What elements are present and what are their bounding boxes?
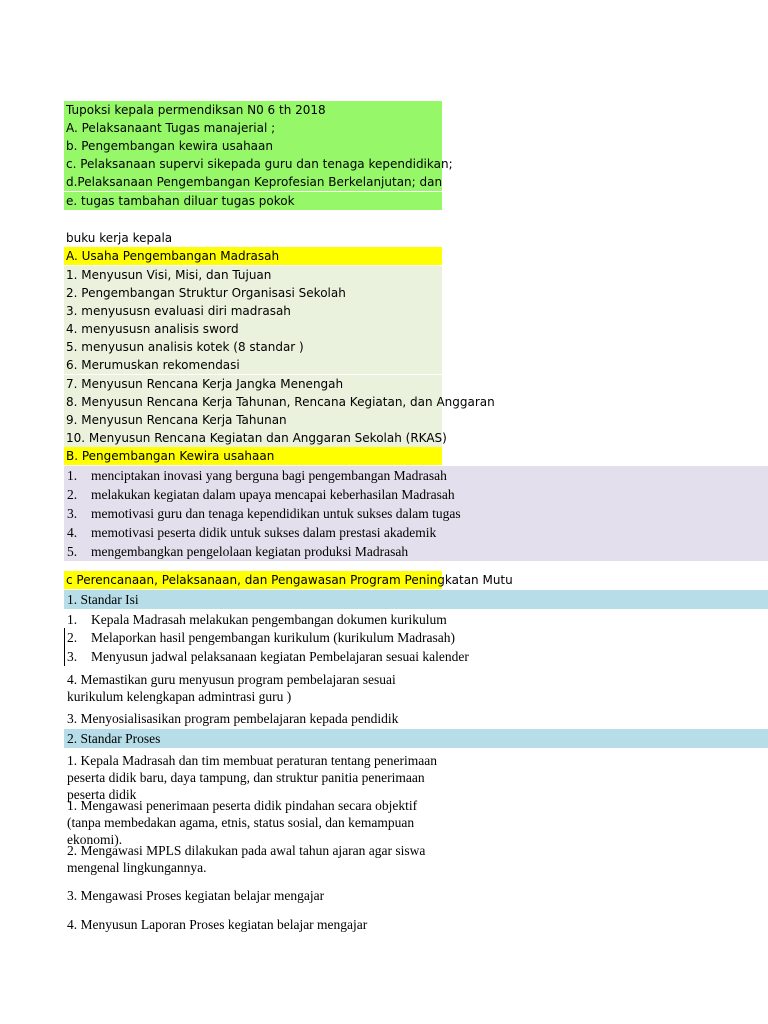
- item-text: Kepala Madrasah melakukan pengembangan dokumen kurikulum: [91, 612, 447, 627]
- item-text: memotivasi guru dan tenaga kependidikan untuk sukses dalam tugas: [91, 506, 461, 521]
- cell-border: [64, 628, 65, 666]
- section-a-item: 10. Menyusun Rencana Kegiatan dan Anggaran Sekolah (RKAS): [66, 431, 447, 445]
- item-text: Melaporkan hasil pengembangan kurikulum (kurikulum Madrasah): [91, 630, 456, 645]
- section-a-item: 6. Merumuskan rekomendasi: [64, 356, 442, 374]
- item-number: 3.: [67, 506, 78, 521]
- item-number: 1.: [67, 468, 78, 483]
- tupoksi-title: Tupoksi kepala permendiksan N0 6 th 2018: [64, 101, 442, 119]
- item-text: mengembangkan pengelolaan kegiatan produksi Madrasah: [91, 544, 409, 559]
- section-b-item: [64, 504, 768, 523]
- item-number: 3.: [67, 649, 78, 664]
- tupoksi-line: A. Pelaksanaant Tugas manajerial ;: [64, 119, 442, 137]
- standar-isi-item: [64, 611, 447, 629]
- section-a-item: 9. Menyusun Rencana Kerja Tahunan: [64, 411, 442, 429]
- item-text: memotivasi peserta didik untuk sukses dalam prestasi akademik: [91, 525, 437, 540]
- standar-isi-item-5: 3. Menyosialisasikan program pembelajaran kepada pendidik: [67, 711, 399, 726]
- section-b-item: [64, 542, 768, 561]
- item-text: Menyusun jadwal pelaksanaan kegiatan Pembelajaran sesuai kalender: [91, 649, 469, 664]
- section-a-item: 4. menyususn analisis sword: [64, 320, 442, 338]
- section-b-item: [64, 523, 768, 542]
- section-a-item: 7. Menyusun Rencana Kerja Jangka Menengah: [64, 375, 442, 393]
- section-a-item: 1. Menyusun Visi, Misi, dan Tujuan: [64, 266, 442, 284]
- section-a-item: 5. menyusun analisis kotek (8 standar ): [64, 338, 442, 356]
- section-a-item: 2. Pengembangan Struktur Organisasi Sekolah: [64, 284, 442, 302]
- standar-proses-item: 3. Mengawasi Proses kegiatan belajar mengajar: [67, 888, 325, 903]
- standar-isi-item: [64, 629, 456, 647]
- standar-proses-item: 2. Mengawasi MPLS dilakukan pada awal tahun ajaran agar siswa mengenal lingkungannya.: [67, 843, 426, 875]
- section-b-item: [64, 485, 768, 504]
- tupoksi-line: c. Pelaksanaan supervi sikepada guru dan tenaga kependidikan;: [66, 157, 453, 171]
- buku-kerja-label: buku kerja kepala: [66, 231, 173, 245]
- standar-proses-item: 1. Mengawasi penerimaan peserta didik pindahan secara objektif (tanpa membedakan agama, etnis, status sosial, dan kemampuan ekonomi).: [67, 798, 418, 847]
- standar-proses-intro: 1. Kepala Madrasah dan tim membuat peraturan tentang penerimaan peserta didik baru, daya tampung, dan struktur panitia penerimaan peserta didik: [67, 753, 437, 802]
- item-number: 1.: [67, 612, 78, 627]
- item-number: 4.: [67, 525, 78, 540]
- section-c-title: c Perencanaan, Pelaksanaan, dan Pengawasan Program Peningkatan Mutu: [66, 573, 513, 587]
- item-number: 2.: [67, 487, 78, 502]
- standar-isi-item: [64, 648, 469, 666]
- standar-proses-item: 4. Menyusun Laporan Proses kegiatan belajar mengajar: [67, 917, 368, 932]
- section-a-item: 8. Menyusun Rencana Kerja Tahunan, Rencana Kegiatan, dan Anggaran: [66, 395, 495, 409]
- section-a-title: A. Usaha Pengembangan Madrasah: [64, 247, 442, 265]
- item-text: menciptakan inovasi yang berguna bagi pengembangan Madrasah: [91, 468, 447, 483]
- item-number: 5.: [67, 544, 78, 559]
- standar-proses-title: 2. Standar Proses: [64, 729, 768, 748]
- tupoksi-line: b. Pengembangan kewira usahaan: [64, 137, 442, 155]
- tupoksi-line: d.Pelaksanaan Pengembangan Keprofesian Berkelanjutan; dan: [66, 175, 443, 189]
- section-b-item: [64, 466, 768, 485]
- item-number: 2.: [67, 630, 78, 645]
- tupoksi-line: e. tugas tambahan diluar tugas pokok: [64, 192, 442, 210]
- standar-isi-item-4: 4. Memastikan guru menyusun program pembelajaran sesuai kurikulum kelengkapan admintrasi guru ): [67, 672, 396, 704]
- section-b-title: B. Pengembangan Kewira usahaan: [64, 447, 442, 465]
- section-a-item: 3. menyususn evaluasi diri madrasah: [64, 302, 442, 320]
- item-text: melakukan kegiatan dalam upaya mencapai keberhasilan Madrasah: [91, 487, 455, 502]
- standar-isi-title: 1. Standar Isi: [64, 590, 768, 609]
